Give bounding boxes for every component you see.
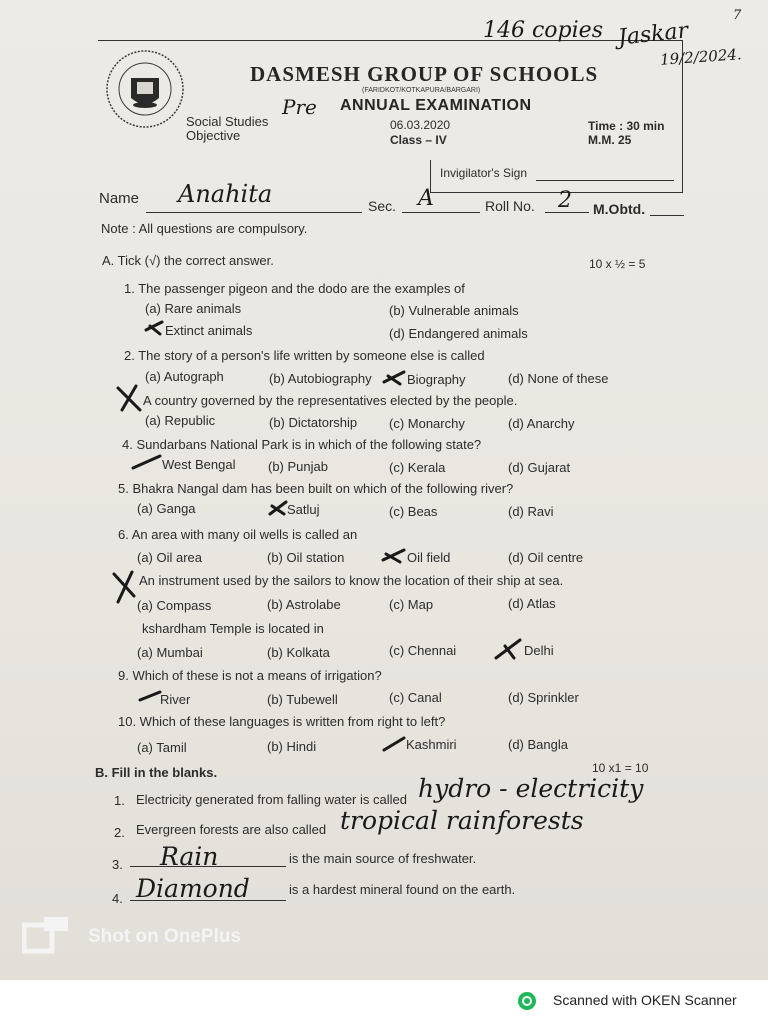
q6-option-b: (b) Oil station — [267, 550, 345, 565]
q8-option-d: Delhi — [524, 643, 554, 658]
q7-option-c: (c) Map — [389, 597, 434, 612]
q8-option-c: (c) Chennai — [389, 643, 457, 658]
tick-mark-q10 — [384, 738, 404, 750]
q1-option-c: Extinct animals — [165, 323, 253, 338]
fill-1-num: 1. — [114, 793, 125, 808]
fill-3-text: is the main source of freshwater. — [289, 851, 477, 866]
scanner-label: Scanned with OKEN Scanner — [553, 992, 737, 1008]
q5-option-c: (c) Beas — [389, 504, 438, 519]
subject: Social Studies — [186, 114, 269, 129]
fill-2-answer: tropical rainforests — [340, 806, 584, 835]
q3-option-b: (b) Dictatorship — [269, 415, 358, 430]
question-2: 2. The story of a person's life written by someone else is called — [124, 348, 485, 363]
tick-mark-q4 — [133, 456, 160, 468]
sec-value: A — [418, 186, 434, 211]
annotation-signature: Jaskar — [616, 18, 690, 51]
tick-mark-q8 — [496, 640, 520, 658]
q6-option-a: (a) Oil area — [137, 550, 203, 565]
q10-option-a: (a) Tamil — [137, 740, 187, 755]
q4-option-d: (d) Gujarat — [508, 460, 571, 475]
fill-3-answer: Rain — [160, 842, 219, 871]
roll-value: 2 — [558, 188, 572, 213]
q4-option-c: (c) Kerala — [389, 460, 446, 475]
q7-option-a: (a) Compass — [137, 598, 212, 613]
fill-1-text: Electricity generated from falling water is called — [136, 792, 407, 807]
fill-4-num: 4. — [112, 891, 123, 906]
oneplus-logo-icon — [22, 915, 72, 955]
section-a-title: A. Tick (√) the correct answer. — [102, 253, 274, 268]
fill-3-line — [130, 866, 286, 867]
question-8: kshardham Temple is located in — [142, 621, 324, 636]
oken-scanner-icon — [517, 991, 537, 1011]
note: Note : All questions are compulsory. — [101, 221, 308, 236]
q3-option-a: (a) Republic — [145, 413, 216, 428]
fill-4-line — [130, 900, 286, 901]
oneplus-watermark: Shot on OnePlus — [88, 926, 242, 947]
roll-label: Roll No. — [485, 198, 535, 214]
cross-mark-q7 — [114, 572, 134, 602]
section-b-marks: 10 x1 = 10 — [592, 761, 649, 775]
section-a-marks: 10 x ½ = 5 — [589, 257, 646, 271]
name-value: Anahita — [178, 180, 273, 208]
tick-mark-q6 — [383, 550, 404, 562]
fill-2-text: Evergreen forests are also called — [136, 822, 327, 837]
q1-option-a: (a) Rare animals — [145, 301, 242, 316]
question-3: A country governed by the representatives elected by the people. — [143, 393, 518, 408]
question-1: 1. The passenger pigeon and the dodo are the examples of — [124, 281, 465, 296]
q8-option-b: (b) Kolkata — [267, 645, 330, 660]
exam-date: 06.03.2020 — [390, 118, 451, 132]
question-6: 6. An area with many oil wells is called an — [118, 527, 358, 542]
question-9: 9. Which of these is not a means of irrigation? — [118, 668, 382, 683]
sec-label: Sec. — [368, 198, 397, 214]
affiliation: (FARIDKOT/KOTKAPURA/BARGARI) — [362, 87, 481, 94]
q2-option-b: (b) Autobiography — [269, 371, 372, 386]
question-7: An instrument used by the sailors to know the location of their ship at sea. — [139, 573, 564, 588]
q2-option-d: (d) None of these — [508, 371, 609, 386]
fill-4-text: is a hardest mineral found on the earth. — [289, 882, 516, 897]
q7-option-d: (d) Atlas — [508, 596, 556, 611]
q5-option-a: (a) Ganga — [137, 501, 196, 516]
q5-option-d: (d) Ravi — [508, 504, 554, 519]
q3-option-d: (d) Anarchy — [508, 416, 575, 431]
annotation-pre: Pre — [282, 95, 317, 119]
max-marks: M.M. 25 — [588, 133, 632, 147]
exam-title: ANNUAL EXAMINATION — [340, 97, 532, 114]
tick-mark-q1 — [146, 322, 162, 334]
q10-option-c: Kashmiri — [406, 737, 457, 752]
q9-option-a: River — [160, 692, 191, 707]
time-label: Time : 30 min — [588, 119, 665, 133]
paper-type: Objective — [186, 128, 241, 143]
question-4: 4. Sundarbans National Park is in which of the following state? — [122, 437, 482, 452]
q7-option-b: (b) Astrolabe — [267, 597, 341, 612]
mobtd-label: M.Obtd. — [593, 201, 646, 217]
fill-3-num: 3. — [112, 857, 123, 872]
class-label: Class – IV — [390, 133, 447, 147]
q4-option-a: West Bengal — [162, 457, 236, 472]
fill-1-answer: hydro - electricity — [418, 774, 644, 803]
school-name: DASMESH GROUP OF SCHOOLS — [250, 62, 599, 86]
tick-mark-q5 — [270, 502, 286, 514]
q6-option-d: (d) Oil centre — [508, 550, 584, 565]
tick-mark-q2 — [384, 372, 404, 384]
invigilator-label: Invigilator's Sign — [440, 166, 527, 180]
fill-4-answer: Diamond — [136, 874, 250, 903]
fill-2-num: 2. — [114, 825, 125, 840]
tick-mark-q9 — [140, 692, 160, 700]
q9-option-b: (b) Tubewell — [267, 692, 338, 707]
q2-option-c: Biography — [407, 372, 466, 387]
q10-option-b: (b) Hindi — [267, 739, 317, 754]
q9-option-d: (d) Sprinkler — [508, 690, 579, 705]
q5-option-b: Satluj — [287, 502, 320, 517]
q3-option-c: (c) Monarchy — [389, 416, 465, 431]
annotation-copies: 146 copies — [483, 18, 603, 43]
question-10: 10. Which of these languages is written from right to left? — [118, 714, 446, 729]
q4-option-b: (b) Punjab — [268, 459, 328, 474]
cross-mark-q3 — [118, 386, 140, 410]
name-label: Name — [99, 190, 140, 207]
q1-option-b: (b) Vulnerable animals — [389, 303, 519, 318]
annotation-date: 19/2/2024. — [659, 45, 743, 69]
question-5: 5. Bhakra Nangal dam has been built on which of the following river? — [118, 481, 514, 496]
q6-option-c: Oil field — [407, 550, 451, 565]
q2-option-a: (a) Autograph — [145, 369, 224, 384]
q8-option-a: (a) Mumbai — [137, 645, 203, 660]
q9-option-c: (c) Canal — [389, 690, 442, 705]
q1-option-d: (d) Endangered animals — [389, 326, 528, 341]
page-mark: 7 — [733, 8, 742, 23]
q10-option-d: (d) Bangla — [508, 737, 568, 752]
section-b-title: B. Fill in the blanks. — [95, 765, 218, 780]
